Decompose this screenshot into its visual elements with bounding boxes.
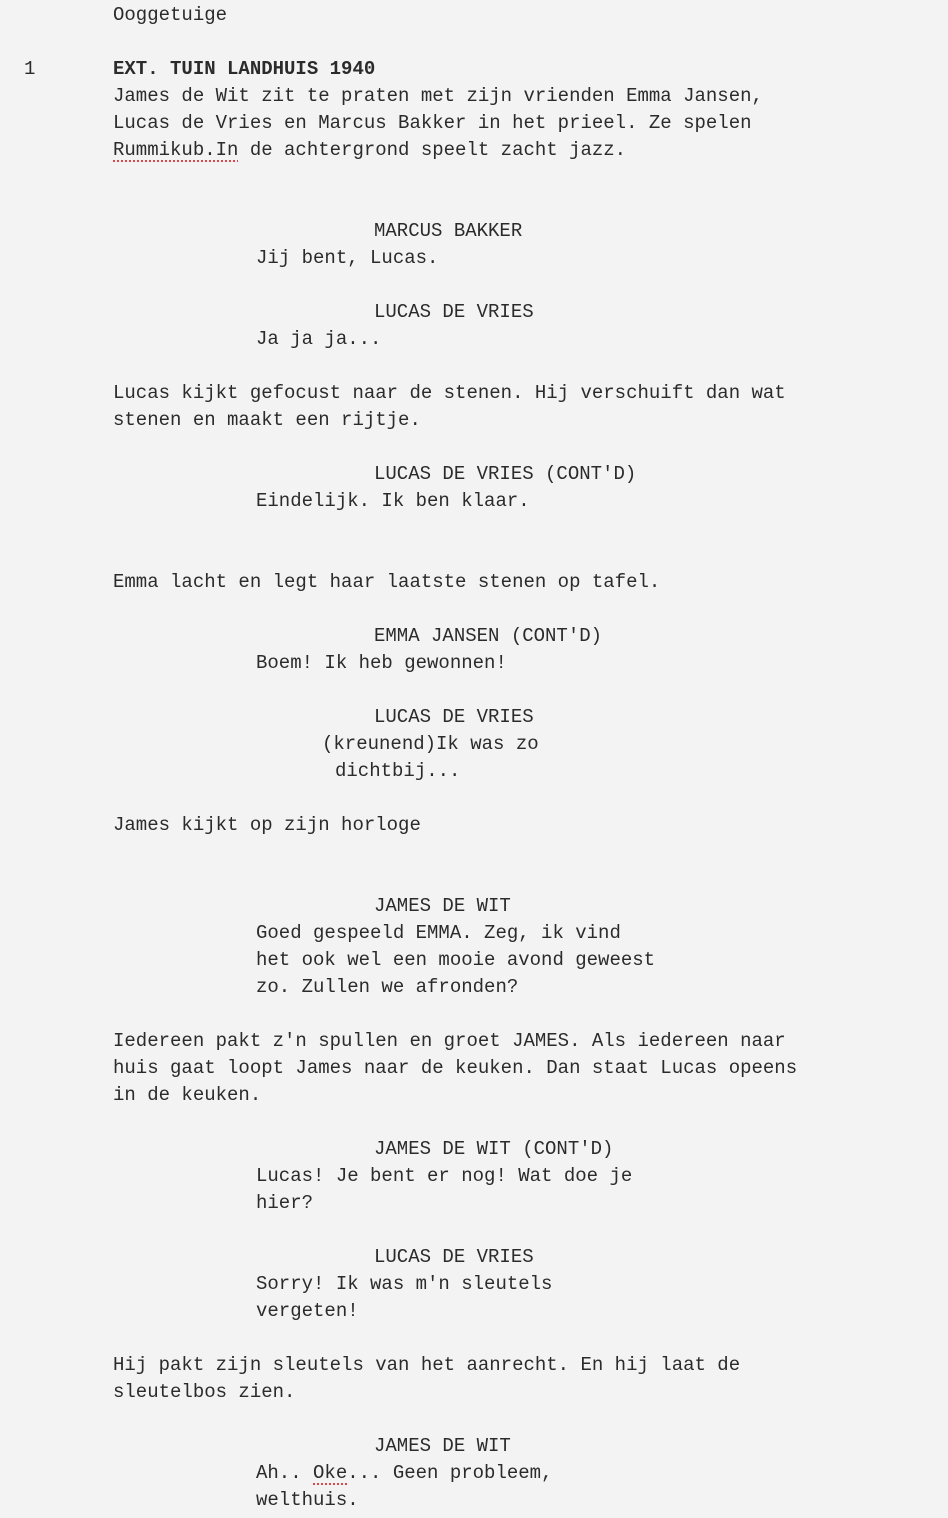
action-line: Emma lacht en legt haar laatste stenen op tafel.: [113, 571, 661, 593]
character-name: EMMA JANSEN (CONT'D): [374, 625, 603, 647]
character-name: JAMES DE WIT: [374, 895, 511, 917]
action-text: de achtergrond speelt zacht jazz.: [238, 139, 627, 161]
action-line: James kijkt op zijn horloge: [113, 814, 421, 836]
action-line: Lucas kijkt gefocust naar de stenen. Hij verschuift dan wat: [113, 382, 786, 404]
action-line: stenen en maakt een rijtje.: [113, 409, 421, 431]
action-line: sleutelbos zien.: [113, 1381, 296, 1403]
parenthetical-line: (kreunend)Ik was zo: [322, 733, 539, 755]
action-line: [113, 137, 626, 164]
dialogue-line: Lucas! Je bent er nog! Wat doe je: [256, 1165, 633, 1187]
action-line: Hij pakt zijn sleutels van het aanrecht. En hij laat de: [113, 1354, 741, 1376]
dialogue-line: hier?: [256, 1192, 314, 1214]
parenthetical-line: dichtbij...: [335, 760, 461, 782]
action-line: Lucas de Vries en Marcus Bakker in het prieel. Ze spelen: [113, 112, 752, 134]
dialogue-line: Jij bent, Lucas.: [256, 247, 439, 269]
dialogue-text: ... Geen probleem,: [347, 1462, 553, 1484]
dialogue-line: [256, 1460, 552, 1487]
dialogue-line: Ja ja ja...: [256, 328, 382, 350]
character-name: LUCAS DE VRIES: [374, 706, 534, 728]
character-name: LUCAS DE VRIES: [374, 1246, 534, 1268]
action-line: James de Wit zit te praten met zijn vrienden Emma Jansen,: [113, 85, 763, 107]
dialogue-line: Eindelijk. Ik ben klaar.: [256, 490, 530, 512]
scene-number: 1: [24, 58, 36, 80]
dialogue-line: het ook wel een mooie avond geweest: [256, 949, 656, 971]
character-name: JAMES DE WIT: [374, 1435, 511, 1457]
action-line: huis gaat loopt James naar de keuken. Dan staat Lucas opeens: [113, 1057, 798, 1079]
misspelled-word[interactable]: Oke: [313, 1462, 348, 1484]
character-name: LUCAS DE VRIES (CONT'D): [374, 463, 637, 485]
dialogue-line: Goed gespeeld EMMA. Zeg, ik vind: [256, 922, 621, 944]
dialogue-text: Ah..: [256, 1462, 314, 1484]
scene-heading: EXT. TUIN LANDHUIS 1940: [113, 58, 376, 80]
dialogue-line: welthuis.: [256, 1489, 359, 1511]
title-line: Ooggetuige: [113, 4, 228, 26]
misspelled-word[interactable]: Rummikub.In: [113, 139, 239, 161]
action-line: in de keuken.: [113, 1084, 262, 1106]
character-name: JAMES DE WIT (CONT'D): [374, 1138, 614, 1160]
dialogue-line: Boem! Ik heb gewonnen!: [256, 652, 507, 674]
dialogue-line: vergeten!: [256, 1300, 359, 1322]
action-line: Iedereen pakt z'n spullen en groet JAMES. Als iedereen naar: [113, 1030, 786, 1052]
dialogue-line: zo. Zullen we afronden?: [256, 976, 519, 998]
character-name: LUCAS DE VRIES: [374, 301, 534, 323]
dialogue-line: Sorry! Ik was m'n sleutels: [256, 1273, 553, 1295]
character-name: MARCUS BAKKER: [374, 220, 523, 242]
